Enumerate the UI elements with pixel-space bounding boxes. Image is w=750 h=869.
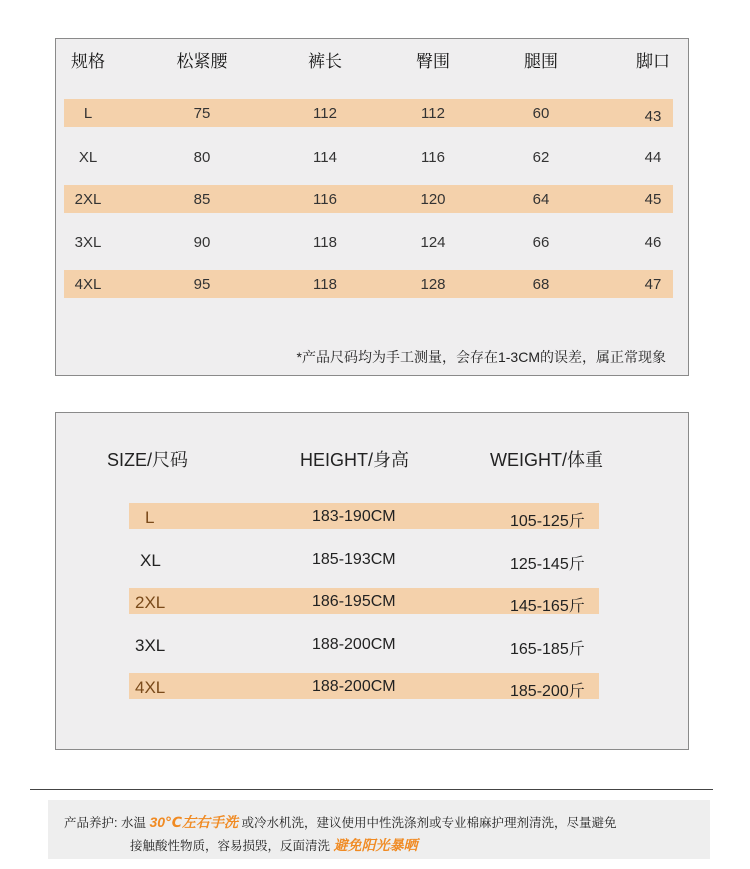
table-row	[56, 143, 688, 171]
cell-thigh: 60	[532, 105, 550, 122]
cell-weight: 105-125斤	[510, 513, 585, 530]
cell-size: 4XL	[135, 678, 166, 697]
cell-length: 114	[313, 149, 337, 166]
cell-size: L	[83, 105, 93, 122]
table-row	[129, 673, 599, 699]
measurement-note: *产品尺码均为手工测量，会存在1-3CM的误差，属正常现象	[296, 349, 666, 365]
cell-size: 2XL	[135, 593, 166, 612]
cell-weight: 165-185斤	[510, 641, 585, 658]
cell-hem: 44	[644, 149, 662, 166]
care-highlight-wash: 30℃左右手洗	[149, 814, 238, 830]
cell-length: 118	[313, 234, 337, 251]
header-waist: 松紧腰	[176, 52, 228, 71]
table-row	[64, 185, 673, 213]
cell-length: 118	[313, 276, 337, 293]
cell-hip: 116	[421, 149, 445, 166]
cell-height: 186-195CM	[312, 593, 396, 610]
cell-length: 112	[313, 105, 337, 122]
cell-hem: 45	[644, 191, 662, 208]
cell-size: L	[145, 508, 155, 527]
header-weight: WEIGHT/体重	[490, 450, 603, 470]
cell-size: XL	[78, 149, 98, 166]
table-row	[129, 588, 599, 614]
cell-waist: 90	[193, 234, 211, 251]
table-row	[64, 99, 673, 127]
section-divider	[30, 789, 713, 790]
cell-weight: 145-165斤	[510, 598, 585, 615]
cell-size: XL	[140, 551, 161, 570]
header-spec: 规格	[71, 52, 105, 71]
table-row	[129, 546, 599, 572]
header-size: SIZE/尺码	[107, 450, 189, 470]
size-table-header	[56, 39, 688, 79]
size-measurement-panel	[55, 38, 689, 376]
cell-height: 183-190CM	[312, 508, 396, 525]
table-row	[129, 503, 599, 529]
cell-length: 116	[313, 191, 337, 208]
cell-thigh: 68	[532, 276, 550, 293]
care-label: 产品养护:	[64, 816, 118, 830]
cell-size: 4XL	[74, 276, 102, 293]
cell-hip: 124	[420, 234, 446, 251]
cell-weight: 125-145斤	[510, 556, 585, 573]
cell-hip: 128	[420, 276, 446, 293]
cell-size: 3XL	[135, 636, 166, 655]
cell-weight: 185-200斤	[510, 683, 585, 700]
cell-hip: 112	[421, 105, 445, 122]
care-instructions	[48, 800, 710, 859]
cell-waist: 75	[193, 105, 211, 122]
cell-hem: 46	[644, 234, 662, 251]
cell-waist: 80	[193, 149, 211, 166]
cell-height: 188-200CM	[312, 678, 396, 695]
table-row	[64, 270, 673, 298]
care-highlight-sun: 避免阳光暴晒	[333, 837, 418, 853]
table-row	[56, 228, 688, 256]
header-thigh: 腿围	[524, 52, 558, 71]
cell-thigh: 62	[532, 149, 550, 166]
care-text-3: 接触酸性物质，容易损毁，反面清洗	[130, 839, 331, 853]
cell-height: 188-200CM	[312, 636, 396, 653]
care-text-1: 水温	[120, 816, 146, 830]
cell-height: 185-193CM	[312, 551, 396, 568]
care-line-2	[130, 835, 418, 855]
header-hem: 脚口	[636, 52, 670, 71]
cell-size: 2XL	[74, 191, 102, 208]
cell-thigh: 66	[532, 234, 550, 251]
cell-size: 3XL	[74, 234, 102, 251]
cell-waist: 95	[193, 276, 211, 293]
header-length: 裤长	[308, 52, 342, 71]
cell-hem: 43	[644, 108, 662, 125]
fit-guide-panel	[55, 412, 689, 750]
cell-hem: 47	[644, 276, 662, 293]
cell-waist: 85	[193, 191, 211, 208]
header-hip: 臀围	[416, 52, 450, 71]
table-row	[129, 631, 599, 657]
cell-hip: 120	[420, 191, 446, 208]
care-line-1	[64, 812, 617, 832]
care-text-2: 或冷水机洗，建议使用中性洗涤剂或专业棉麻护理剂清洗，尽量避免	[241, 816, 617, 830]
header-height: HEIGHT/身高	[300, 450, 410, 470]
cell-thigh: 64	[532, 191, 550, 208]
